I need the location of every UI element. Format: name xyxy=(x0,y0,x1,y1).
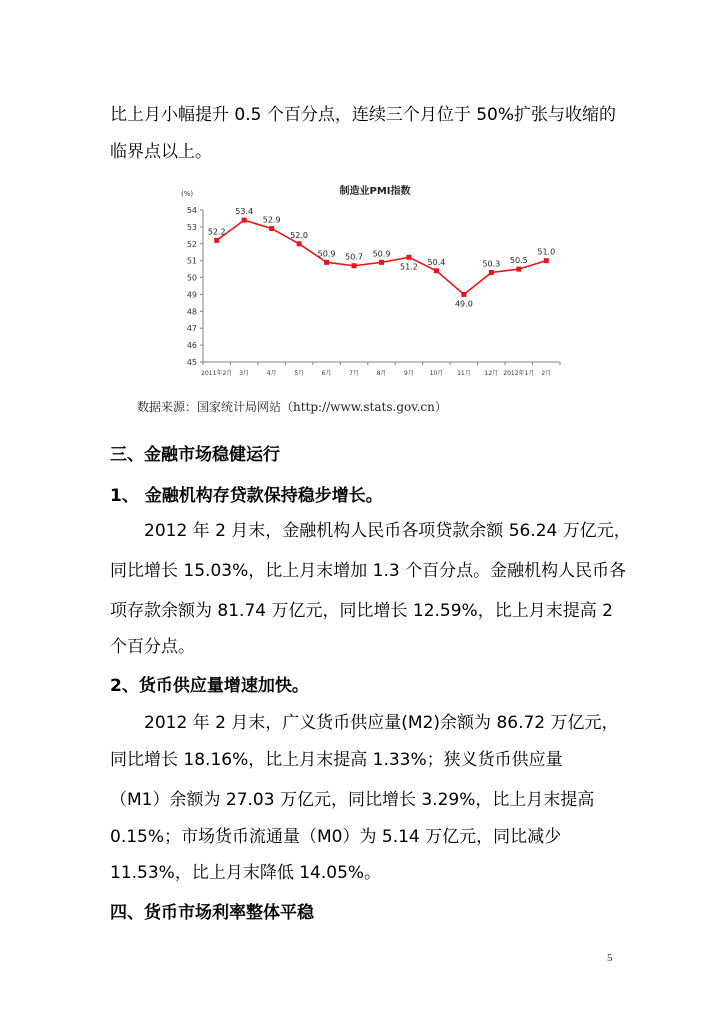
paragraph-line: 个百分点。 xyxy=(110,637,195,657)
data-point xyxy=(297,241,302,246)
x-tick-label: 2011年2月 xyxy=(201,370,233,377)
section-heading-4: 四、货币市场利率整体平稳 xyxy=(110,903,314,923)
x-tick-label: 12月 xyxy=(484,370,499,377)
x-tick-label: 7月 xyxy=(349,370,359,377)
page-number: 5 xyxy=(607,952,613,964)
data-point xyxy=(324,260,329,265)
x-tick-label: 6月 xyxy=(321,370,332,377)
y-tick-label: 50 xyxy=(186,273,197,283)
data-label: 50.9 xyxy=(317,249,336,259)
data-label: 49.0 xyxy=(454,299,473,309)
pmi-line-chart xyxy=(175,176,585,386)
subheading-2: 2、货币供应量增速加快。 xyxy=(110,676,309,696)
data-label: 52.9 xyxy=(262,215,281,225)
y-tick-label: 51 xyxy=(186,256,197,266)
data-label: 50.7 xyxy=(345,252,363,262)
x-tick-label: 2月 xyxy=(541,370,552,377)
subheading-1: 1、 金融机构存贷款保持稳步增长。 xyxy=(110,486,383,506)
data-point xyxy=(269,226,274,231)
y-tick-label: 52 xyxy=(186,239,197,249)
data-label: 51.0 xyxy=(537,247,556,257)
x-tick-label: 2012年1月 xyxy=(503,370,535,377)
paragraph-line: 项存款余额为 81.74 万亿元，同比增长 12.59%，比上月末提高 2 xyxy=(110,601,613,621)
y-tick-label: 46 xyxy=(186,341,197,351)
data-point xyxy=(516,267,521,272)
data-point xyxy=(544,258,549,263)
paragraph-line: 2012 年 2 月末，广义货币供应量(M2)余额为 86.72 万亿元， xyxy=(110,713,619,733)
paragraph-line: 临界点以上。 xyxy=(110,142,212,162)
chart-title: 制造业PMI指数 xyxy=(339,186,411,197)
x-tick-label: 11月 xyxy=(457,370,471,377)
data-point xyxy=(379,260,384,265)
paragraph-line: 11.53%，比上月末降低 14.05%。 xyxy=(110,863,382,883)
x-tick-label: 10月 xyxy=(429,370,444,377)
paragraph-line: （M1）余额为 27.03 万亿元，同比增长 3.29%，比上月末提高 xyxy=(110,790,595,810)
paragraph-line: 同比增长 18.16%，比上月末提高 1.33%；狭义货币供应量 xyxy=(110,750,563,770)
paragraph-line: 同比增长 15.03%，比上月末增加 1.3 个百分点。金融机构人民币各 xyxy=(110,561,627,581)
data-source-note: 数据来源：国家统计局网站（http://www.stats.gov.cn） xyxy=(137,400,447,414)
x-tick-label: 4月 xyxy=(266,370,277,377)
y-tick-label: 48 xyxy=(186,307,197,317)
data-label: 51.2 xyxy=(400,262,418,272)
x-tick-label: 3月 xyxy=(239,370,250,377)
y-tick-label: 45 xyxy=(186,358,197,367)
paragraph-line: 0.15%；市场货币流通量（M0）为 5.14 万亿元，同比减少 xyxy=(110,827,562,847)
data-point xyxy=(434,268,439,273)
paragraph-line: 2012 年 2 月末，金融机构人民币各项贷款余额 56.24 万亿元， xyxy=(110,521,631,541)
y-tick-label: 53 xyxy=(186,222,197,232)
data-point xyxy=(242,218,247,223)
x-tick-label: 9月 xyxy=(404,370,414,377)
y-axis-unit: (%) xyxy=(181,190,194,198)
paragraph-line: 比上月小幅提升 0.5 个百分点，连续三个月位于 50%扩张与收缩的 xyxy=(110,105,617,125)
data-point xyxy=(461,292,466,297)
y-tick-label: 49 xyxy=(186,290,197,300)
data-point xyxy=(214,238,219,243)
data-label: 50.4 xyxy=(427,257,446,267)
section-heading-3: 三、金融市场稳健运行 xyxy=(110,445,280,465)
data-label: 50.5 xyxy=(509,256,528,266)
data-point xyxy=(406,255,411,260)
data-label: 50.9 xyxy=(372,249,391,259)
data-label: 50.3 xyxy=(482,259,501,269)
data-label: 53.4 xyxy=(235,207,254,217)
data-label: 52.2 xyxy=(207,227,226,237)
data-point xyxy=(489,270,494,275)
x-tick-label: 5月 xyxy=(294,370,305,377)
x-tick-label: 8月 xyxy=(376,370,387,377)
data-point xyxy=(352,263,357,268)
y-tick-label: 54 xyxy=(186,206,197,215)
data-label: 52.0 xyxy=(290,230,309,240)
y-tick-label: 47 xyxy=(186,324,197,334)
